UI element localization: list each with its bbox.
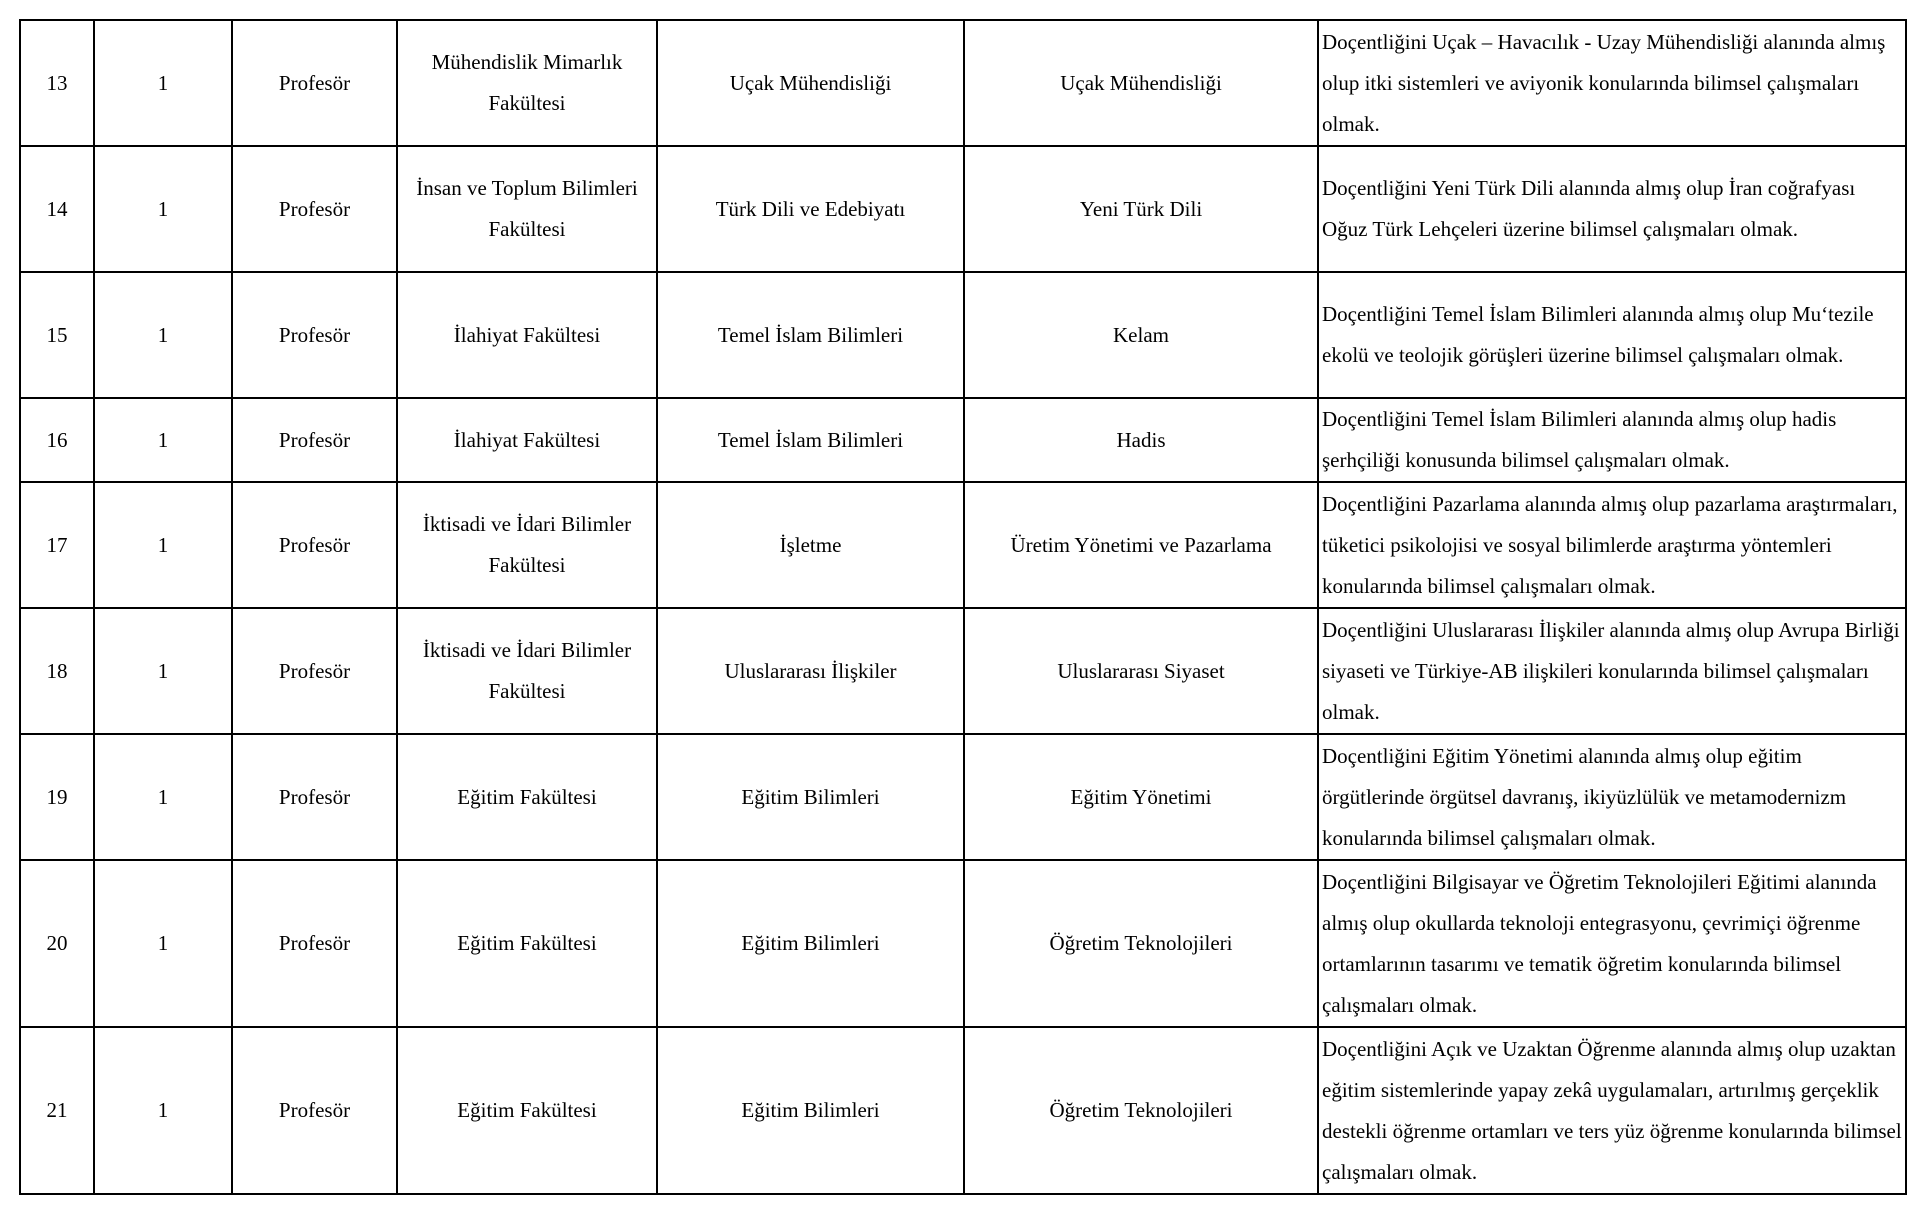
table-row	[20, 20, 1906, 146]
position-count: 1	[94, 20, 232, 146]
requirement-text: Doçentliğini Açık ve Uzaktan Öğrenme alanında almış olup uzaktan eğitim sistemlerinde yapay zekâ uygulamaları, artırılmış gerçeklik destekli öğrenme ortamları ve ters yüz öğrenme konularında bilimsel çalışmaları olmak.	[1318, 1027, 1906, 1194]
subfield: Hadis	[964, 398, 1318, 482]
academic-positions-table	[19, 19, 1907, 1195]
academic-title: Profesör	[232, 272, 397, 398]
academic-title: Profesör	[232, 608, 397, 734]
requirement-text: Doçentliğini Uluslararası İlişkiler alanında almış olup Avrupa Birliği siyaseti ve Türkiye-AB ilişkileri konularında bilimsel çalışmaları olmak.	[1318, 608, 1906, 734]
subfield: Kelam	[964, 272, 1318, 398]
subfield: Uluslararası Siyaset	[964, 608, 1318, 734]
department: Temel İslam Bilimleri	[657, 398, 964, 482]
position-count: 1	[94, 272, 232, 398]
requirement-text: Doçentliğini Pazarlama alanında almış olup pazarlama araştırmaları, tüketici psikolojisi ve sosyal bilimlerde araştırma yöntemleri konularında bilimsel çalışmaları olmak.	[1318, 482, 1906, 608]
subfield: Öğretim Teknolojileri	[964, 860, 1318, 1027]
subfield: Üretim Yönetimi ve Pazarlama	[964, 482, 1318, 608]
table-row	[20, 860, 1906, 1027]
department: Eğitim Bilimleri	[657, 1027, 964, 1194]
row-number: 13	[20, 20, 94, 146]
subfield: Öğretim Teknolojileri	[964, 1027, 1318, 1194]
position-count: 1	[94, 482, 232, 608]
department: Temel İslam Bilimleri	[657, 272, 964, 398]
table-row	[20, 1027, 1906, 1194]
faculty-unit: Eğitim Fakültesi	[397, 734, 657, 860]
requirement-text: Doçentliğini Temel İslam Bilimleri alanında almış olup hadis şerhçiliği konusunda bilimsel çalışmaları olmak.	[1318, 398, 1906, 482]
row-number: 18	[20, 608, 94, 734]
table-row	[20, 272, 1906, 398]
position-count: 1	[94, 860, 232, 1027]
department: İşletme	[657, 482, 964, 608]
academic-title: Profesör	[232, 398, 397, 482]
faculty-unit: Eğitim Fakültesi	[397, 860, 657, 1027]
academic-title: Profesör	[232, 20, 397, 146]
row-number: 16	[20, 398, 94, 482]
row-number: 15	[20, 272, 94, 398]
academic-title: Profesör	[232, 734, 397, 860]
position-count: 1	[94, 608, 232, 734]
row-number: 20	[20, 860, 94, 1027]
faculty-unit: İktisadi ve İdari Bilimler Fakültesi	[397, 482, 657, 608]
position-count: 1	[94, 1027, 232, 1194]
faculty-unit: İnsan ve Toplum Bilimleri Fakültesi	[397, 146, 657, 272]
position-count: 1	[94, 146, 232, 272]
position-count: 1	[94, 398, 232, 482]
department: Uluslararası İlişkiler	[657, 608, 964, 734]
row-number: 19	[20, 734, 94, 860]
table-row	[20, 734, 1906, 860]
requirement-text: Doçentliğini Yeni Türk Dili alanında almış olup İran coğrafyası Oğuz Türk Lehçeleri üzerine bilimsel çalışmaları olmak.	[1318, 146, 1906, 272]
faculty-unit: Eğitim Fakültesi	[397, 1027, 657, 1194]
requirement-text: Doçentliğini Uçak – Havacılık - Uzay Mühendisliği alanında almış olup itki sistemleri ve aviyonik konularında bilimsel çalışmaları olmak.	[1318, 20, 1906, 146]
academic-title: Profesör	[232, 1027, 397, 1194]
faculty-unit: İktisadi ve İdari Bilimler Fakültesi	[397, 608, 657, 734]
row-number: 14	[20, 146, 94, 272]
department: Uçak Mühendisliği	[657, 20, 964, 146]
row-number: 21	[20, 1027, 94, 1194]
requirement-text: Doçentliğini Temel İslam Bilimleri alanında almış olup Mu‘tezile ekolü ve teolojik görüşleri üzerine bilimsel çalışmaları olmak.	[1318, 272, 1906, 398]
requirement-text: Doçentliğini Eğitim Yönetimi alanında almış olup eğitim örgütlerinde örgütsel davranış, ikiyüzlülük ve metamodernizm konularında bilimsel çalışmaları olmak.	[1318, 734, 1906, 860]
department: Türk Dili ve Edebiyatı	[657, 146, 964, 272]
department: Eğitim Bilimleri	[657, 734, 964, 860]
subfield: Eğitim Yönetimi	[964, 734, 1318, 860]
row-number: 17	[20, 482, 94, 608]
academic-title: Profesör	[232, 482, 397, 608]
position-count: 1	[94, 734, 232, 860]
table-row	[20, 608, 1906, 734]
faculty-unit: Mühendislik Mimarlık Fakültesi	[397, 20, 657, 146]
subfield: Yeni Türk Dili	[964, 146, 1318, 272]
faculty-unit: İlahiyat Fakültesi	[397, 398, 657, 482]
document-page	[19, 19, 1907, 1195]
academic-title: Profesör	[232, 146, 397, 272]
faculty-unit: İlahiyat Fakültesi	[397, 272, 657, 398]
department: Eğitim Bilimleri	[657, 860, 964, 1027]
academic-title: Profesör	[232, 860, 397, 1027]
table-row	[20, 398, 1906, 482]
subfield: Uçak Mühendisliği	[964, 20, 1318, 146]
table-row	[20, 482, 1906, 608]
requirement-text: Doçentliğini Bilgisayar ve Öğretim Teknolojileri Eğitimi alanında almış olup okullarda teknoloji entegrasyonu, çevrimiçi öğrenme ortamlarının tasarımı ve tematik öğretim konularında bilimsel çalışmaları olmak.	[1318, 860, 1906, 1027]
table-row	[20, 146, 1906, 272]
